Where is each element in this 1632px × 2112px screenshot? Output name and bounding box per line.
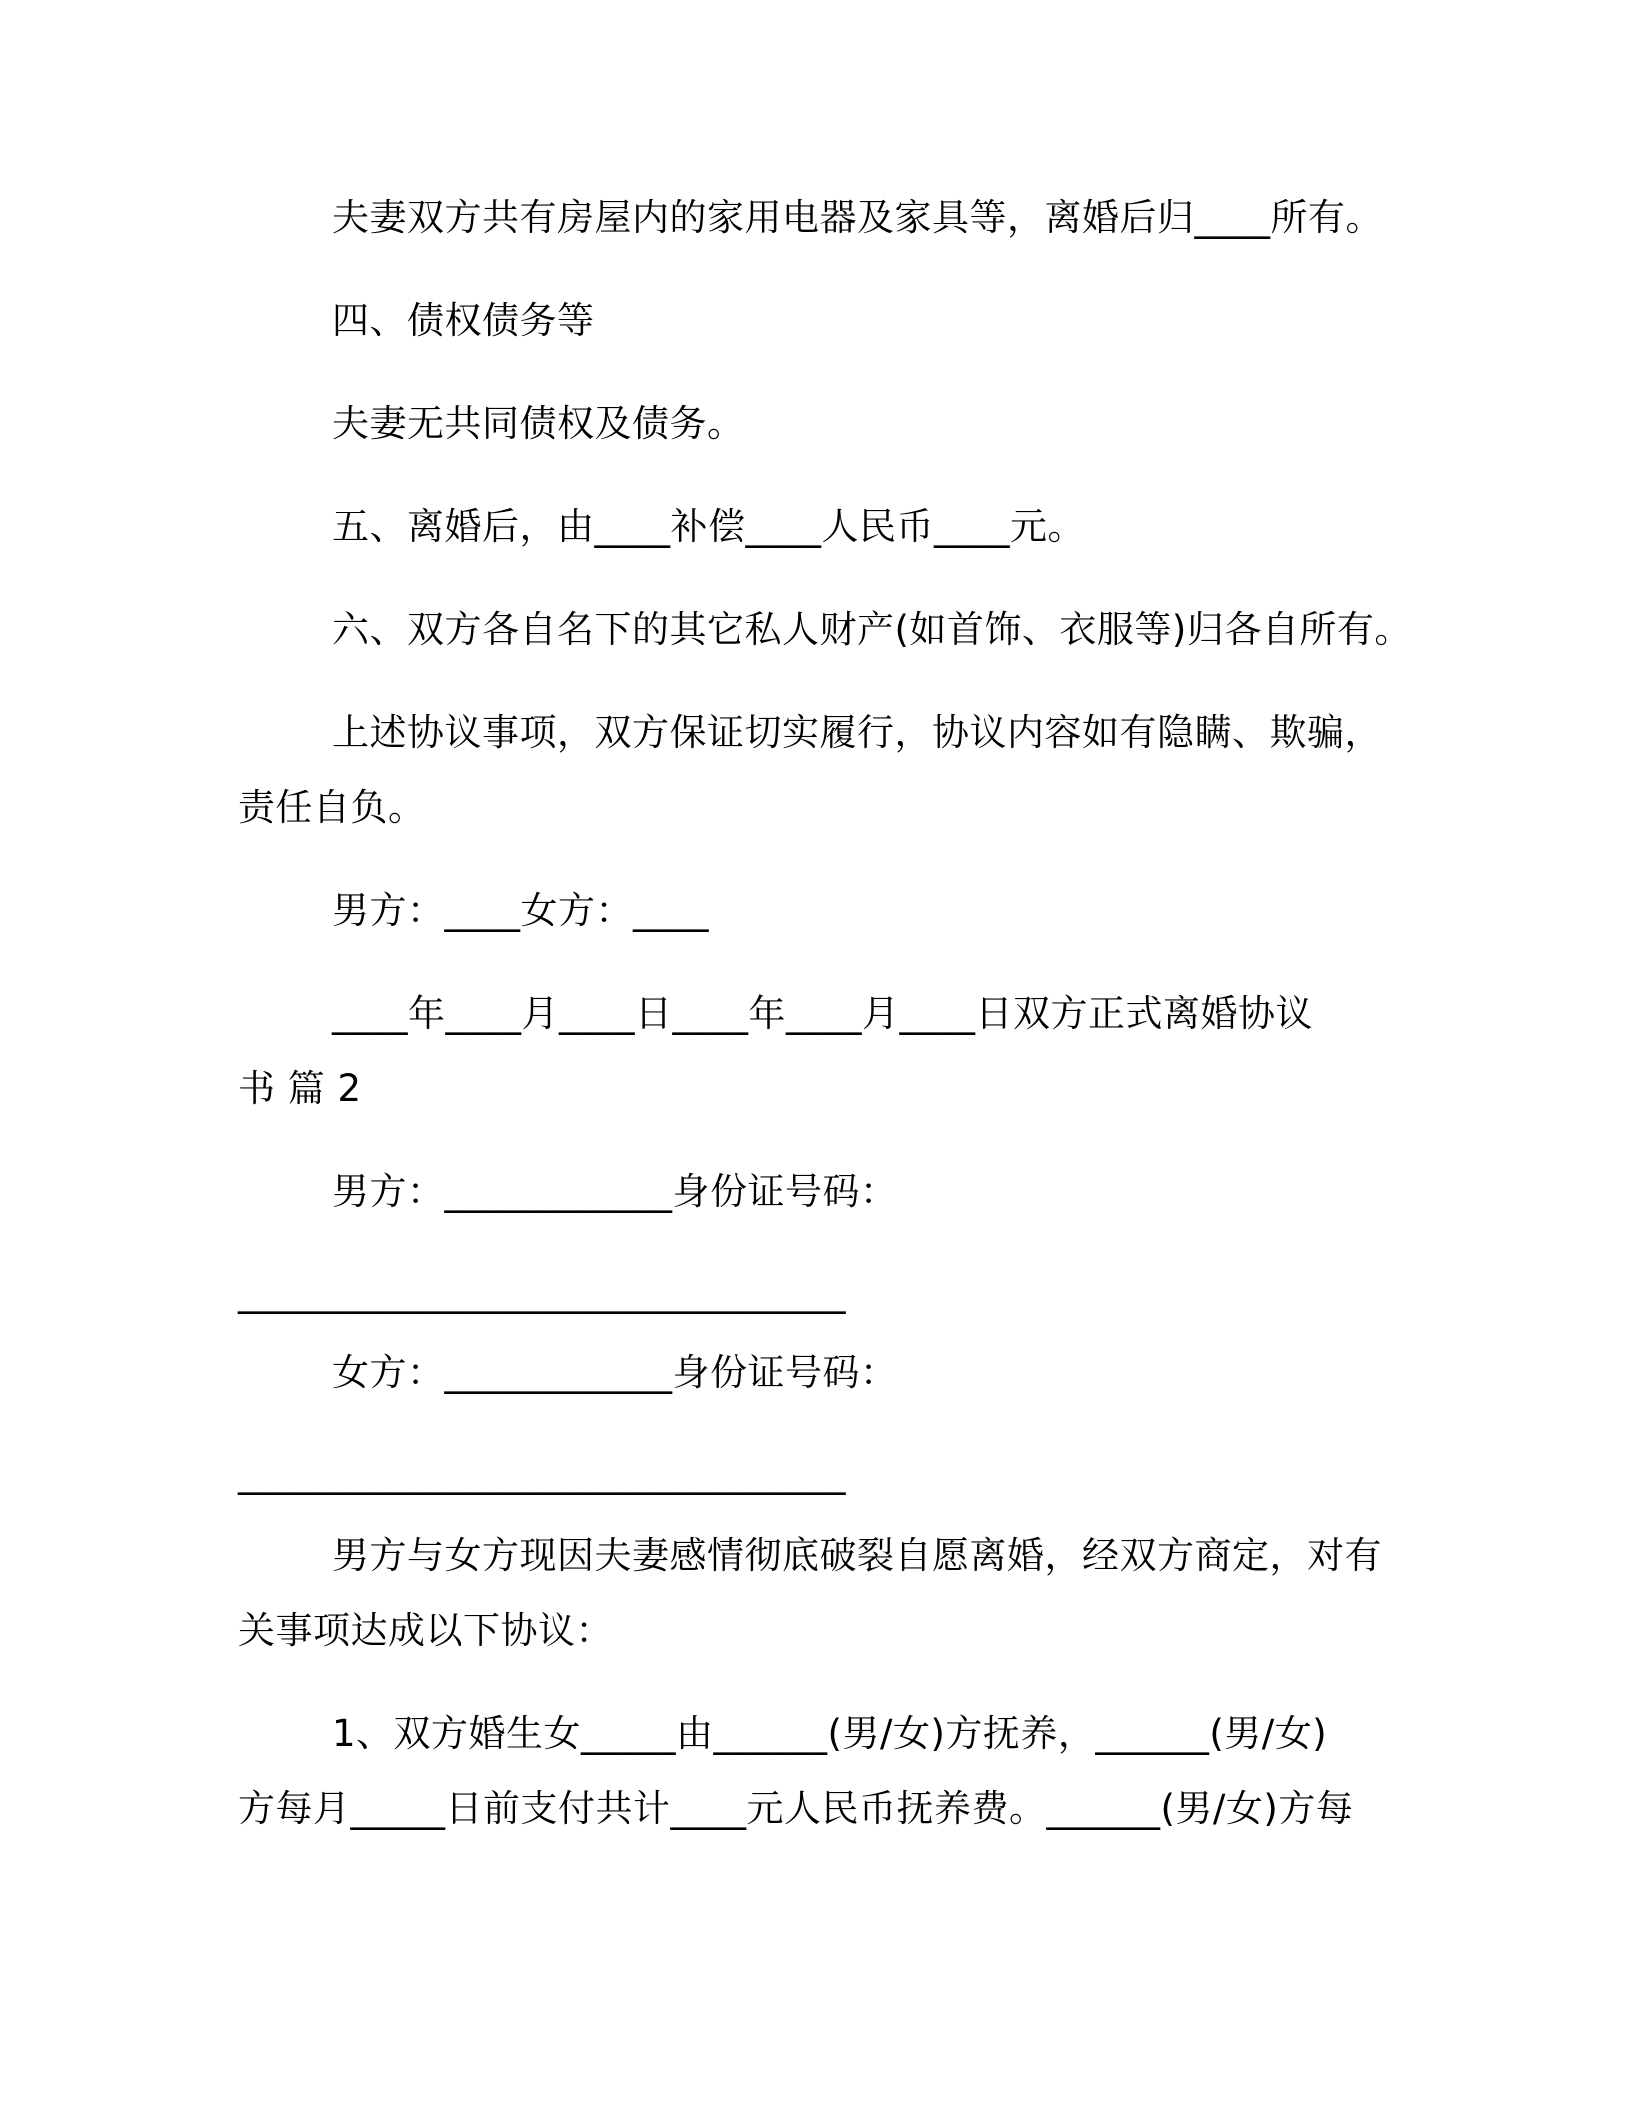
- male-id-blank: ________________________________: [238, 1271, 846, 1314]
- heading-debts: 四、债权债务等: [332, 299, 595, 342]
- male-id-line: 男方：____________身份证号码：: [332, 1170, 898, 1213]
- paragraph-private-property: 六、双方各自名下的其它私人财产(如首饰、衣服等)归各自所有。: [332, 608, 1412, 651]
- date-line: ____年____月____日____年____月____日双方正式离婚协议: [332, 992, 1313, 1035]
- section-title: 书 篇 2: [238, 1067, 362, 1110]
- female-id-blank: ________________________________: [238, 1452, 846, 1495]
- paragraph-no-debts: 夫妻无共同债权及债务。: [332, 402, 745, 445]
- paragraph-compensation: 五、离婚后，由____补偿____人民币____元。: [332, 505, 1085, 548]
- signature-line: 男方：____女方：____: [332, 889, 709, 932]
- paragraph-appliances: 夫妻双方共有房屋内的家用电器及家具等，离婚后归____所有。: [332, 196, 1383, 239]
- paragraph-guarantee: 上述协议事项，双方保证切实履行，协议内容如有隐瞒、欺骗，: [332, 711, 1382, 754]
- paragraph-intro: 男方与女方现因夫妻感情彻底破裂自愿离婚，经双方商定，对有: [332, 1534, 1382, 1577]
- paragraph-intro-cont: 关事项达成以下协议：: [238, 1609, 613, 1652]
- paragraph-guarantee-cont: 责任自负。: [238, 786, 426, 829]
- clause-1-cont: 方每月_____日前支付共计____元人民币抚养费。______(男/女)方每: [238, 1787, 1354, 1830]
- clause-1: 1、双方婚生女_____由______(男/女)方抚养，______(男/女): [332, 1712, 1328, 1755]
- female-id-line: 女方：____________身份证号码：: [332, 1351, 898, 1394]
